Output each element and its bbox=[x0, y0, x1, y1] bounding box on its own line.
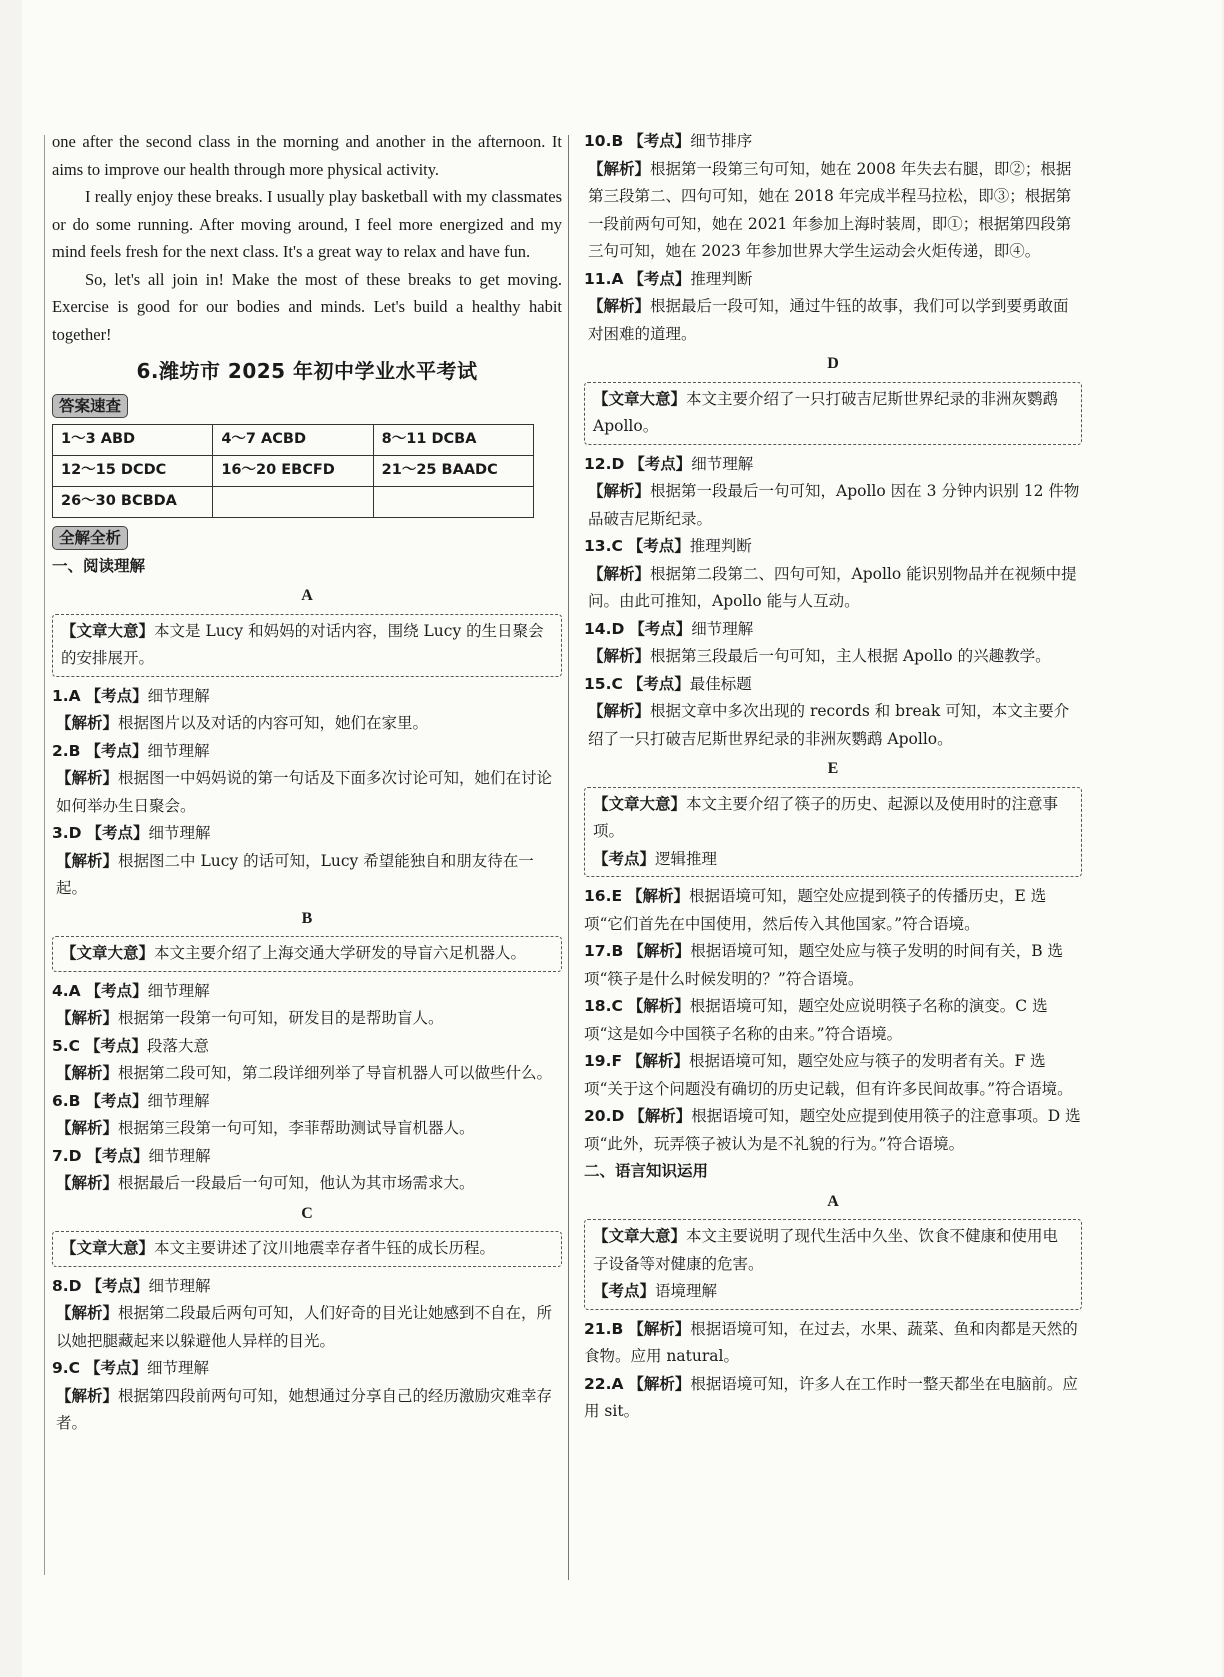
left-column bbox=[52, 128, 562, 1438]
summary-label: 【文章大意】 bbox=[61, 621, 155, 640]
point-label: 【考点】 bbox=[86, 824, 149, 842]
analysis-text: 根据第四段前两句可知，她想通过分享自己的经历激励灾难幸存者。 bbox=[56, 1386, 553, 1432]
question-number: 6.B bbox=[52, 1091, 81, 1110]
analysis-label: 【解析】 bbox=[628, 1319, 691, 1338]
analysis-line bbox=[52, 1005, 562, 1033]
left-margin-line bbox=[44, 135, 45, 1575]
analysis-line bbox=[584, 561, 1082, 616]
section-reading-heading: 一、阅读理解 bbox=[52, 556, 146, 575]
analysis-text: 根据第三段最后一句可知，主人根据 Apollo 的兴趣教学。 bbox=[650, 647, 1051, 665]
question-number: 9.C bbox=[52, 1359, 81, 1377]
passage-letter: D bbox=[827, 355, 839, 372]
summary-label: 【考点】 bbox=[593, 1282, 656, 1300]
question-line bbox=[52, 820, 562, 848]
analysis-text: 根据第二段可知，第二段详细列举了导盲机器人可以做些什么。 bbox=[118, 1064, 553, 1082]
summary-text: 语境理解 bbox=[655, 1282, 718, 1300]
table-cell: 26～30 BCBDA bbox=[53, 487, 213, 518]
analysis-text: 根据第二段第二、四句可知，Apollo 能识别物品并在视频中提问。由此可推知，Apollo 能与人互动。 bbox=[588, 564, 1077, 610]
question-number: 3.D bbox=[52, 824, 82, 842]
summary-text: 逻辑推理 bbox=[655, 849, 718, 868]
analysis-label: 【解析】 bbox=[588, 702, 651, 720]
point-label: 【考点】 bbox=[85, 741, 148, 760]
point-label: 【考点】 bbox=[627, 674, 690, 693]
question-number: 19.F bbox=[584, 1052, 623, 1070]
point-text: 细节理解 bbox=[691, 454, 754, 473]
table-cell: 16～20 EBCFD bbox=[213, 456, 373, 487]
summary-box bbox=[52, 1231, 562, 1267]
analysis-line bbox=[584, 478, 1082, 533]
analysis-label: 【解析】 bbox=[56, 769, 119, 787]
document-page bbox=[22, 0, 1222, 1677]
analysis-label: 【解析】 bbox=[588, 159, 651, 178]
right-column bbox=[584, 128, 1082, 1426]
question-number: 21.B bbox=[584, 1319, 624, 1338]
table-cell: 8～11 DCBA bbox=[373, 425, 533, 456]
passage-letter: C bbox=[301, 1204, 313, 1222]
analysis-text: 根据语境可知，在过去，水果、蔬菜、鱼和肉都是天然的食物。应用 natural。 bbox=[584, 1319, 1078, 1365]
table-row bbox=[53, 425, 534, 456]
analysis-text: 根据第一段最后一句可知，Apollo 因在 3 分钟内识别 12 件物品破吉尼斯纪录。 bbox=[588, 482, 1080, 528]
question-line bbox=[52, 1355, 562, 1383]
analysis-text: 根据语境可知，题空处应提到使用筷子的注意事项。D 选项“此外，玩弄筷子被认为是不礼貌的行为。”符合语境。 bbox=[584, 1107, 1081, 1153]
analysis-text: 根据语境可知，题空处应与筷子的发明者有关。F 选项“关于这个问题没有确切的历史记载，但有许多民间故事。”符合语境。 bbox=[584, 1052, 1073, 1098]
summary-line bbox=[593, 1278, 1073, 1306]
question-number: 13.C bbox=[584, 537, 623, 555]
question-number: 4.A bbox=[52, 981, 81, 1000]
question-line bbox=[584, 993, 1082, 1048]
summary-label: 【文章大意】 bbox=[593, 389, 687, 408]
analysis-label: 【解析】 bbox=[56, 851, 119, 870]
summary-line bbox=[593, 846, 1073, 874]
point-text: 细节理解 bbox=[147, 1091, 210, 1110]
passage-letter: B bbox=[301, 909, 313, 927]
passage-paragraph-3: So, let's all join in! Make the most of these breaks to get moving. Exercise is good for our bodies and minds. Let's build a healthy habit together! bbox=[52, 269, 562, 344]
analysis-text: 根据第一段第一句可知，研发目的是帮助盲人。 bbox=[118, 1009, 444, 1027]
analysis-text: 根据文章中多次出现的 records 和 break 可知，本文主要介绍了一只打破吉尼斯世界纪录的非洲灰鹦鹉 Apollo。 bbox=[588, 702, 1070, 748]
analysis-label: 【解析】 bbox=[626, 887, 689, 905]
point-label: 【考点】 bbox=[86, 1276, 149, 1295]
analysis-text: 根据第二段最后两句可知，人们好奇的目光让她感到不自在，所以她把腿藏起来以躲避他人异样的目光。 bbox=[56, 1304, 553, 1350]
question-number: 20.D bbox=[584, 1107, 625, 1125]
question-line bbox=[584, 1103, 1082, 1158]
exam-title: 6.潍坊市 2025 年初中学业水平考试 bbox=[136, 359, 478, 383]
analysis-text: 根据最后一段可知，通过牛钰的故事，我们可以学到要勇敢面对困难的道理。 bbox=[588, 297, 1069, 343]
point-text: 细节理解 bbox=[147, 741, 210, 760]
analysis-label: 【解析】 bbox=[56, 1386, 119, 1405]
analysis-line bbox=[584, 698, 1082, 753]
question-line bbox=[52, 1273, 562, 1301]
analysis-line bbox=[52, 848, 562, 903]
point-label: 【考点】 bbox=[629, 454, 692, 473]
summary-text: 本文主要说明了现代生活中久坐、饮食不健康和使用电子设备等对健康的危害。 bbox=[593, 1227, 1059, 1273]
point-text: 细节理解 bbox=[147, 1359, 210, 1377]
question-line bbox=[52, 1088, 562, 1116]
point-text: 细节理解 bbox=[147, 981, 210, 1000]
question-line bbox=[584, 1316, 1082, 1371]
question-line bbox=[584, 671, 1082, 699]
question-line bbox=[584, 266, 1082, 294]
analysis-label: 【解析】 bbox=[588, 297, 651, 315]
point-text: 推理判断 bbox=[689, 537, 752, 555]
question-line bbox=[52, 683, 562, 711]
question-line bbox=[584, 533, 1082, 561]
question-number: 18.C bbox=[584, 997, 623, 1015]
analysis-label: 【解析】 bbox=[56, 1304, 119, 1322]
passage-letter: A bbox=[827, 1192, 839, 1210]
question-line bbox=[52, 738, 562, 766]
point-label: 【考点】 bbox=[85, 1036, 148, 1055]
point-label: 【考点】 bbox=[85, 686, 148, 705]
answer-table bbox=[52, 424, 534, 518]
question-number: 10.B bbox=[584, 132, 624, 150]
analysis-line bbox=[52, 710, 562, 738]
question-number: 14.D bbox=[584, 619, 625, 638]
analysis-line bbox=[584, 293, 1082, 348]
point-text: 细节理解 bbox=[148, 1276, 211, 1295]
question-number: 5.C bbox=[52, 1036, 81, 1055]
left-answer-list bbox=[52, 582, 562, 1438]
question-line bbox=[584, 1048, 1082, 1103]
summary-text: 本文是 Lucy 和妈妈的对话内容，围绕 Lucy 的生日聚会的安排展开。 bbox=[61, 621, 544, 667]
table-row bbox=[53, 487, 534, 518]
question-line bbox=[584, 128, 1082, 156]
point-text: 推理判断 bbox=[690, 269, 753, 288]
summary-box bbox=[52, 614, 562, 677]
summary-box bbox=[584, 1219, 1082, 1310]
summary-box bbox=[584, 382, 1082, 445]
analysis-line bbox=[52, 1170, 562, 1198]
point-text: 细节理解 bbox=[147, 686, 210, 705]
analysis-text: 根据语境可知，题空处应与筷子发明的时间有关，B 选项“筷子是什么时候发明的？”符合语境。 bbox=[584, 942, 1064, 988]
table-cell: 21～25 BAADC bbox=[373, 456, 533, 487]
point-text: 细节理解 bbox=[148, 1146, 211, 1165]
analysis-label: 【解析】 bbox=[56, 1064, 119, 1082]
summary-label: 【文章大意】 bbox=[61, 944, 155, 962]
analysis-text: 根据最后一段最后一句可知，他认为其市场需求大。 bbox=[118, 1174, 475, 1192]
analysis-text: 根据图片以及对话的内容可知，她们在家里。 bbox=[118, 714, 429, 732]
analysis-text: 根据语境可知，许多人在工作时一整天都坐在电脑前。应用 sit。 bbox=[584, 1374, 1078, 1420]
point-text: 细节理解 bbox=[148, 824, 211, 842]
question-line bbox=[584, 1371, 1082, 1426]
summary-text: 本文主要介绍了上海交通大学研发的导盲六足机器人。 bbox=[154, 944, 527, 962]
question-line bbox=[584, 883, 1082, 938]
analysis-label: 【解析】 bbox=[629, 1107, 692, 1125]
question-number: 17.B bbox=[584, 942, 624, 960]
summary-line bbox=[593, 791, 1073, 846]
analysis-label: 【解析】 bbox=[56, 1009, 119, 1027]
table-cell: 1～3 ABD bbox=[53, 425, 213, 456]
point-label: 【考点】 bbox=[628, 269, 691, 288]
table-cell bbox=[373, 487, 533, 518]
point-label: 【考点】 bbox=[85, 1091, 148, 1110]
table-cell bbox=[213, 487, 373, 518]
point-label: 【考点】 bbox=[86, 1146, 149, 1165]
question-number: 1.A bbox=[52, 686, 81, 705]
analysis-label: 【解析】 bbox=[628, 942, 691, 960]
analysis-label: 【解析】 bbox=[627, 997, 690, 1015]
summary-line bbox=[61, 940, 553, 968]
question-number: 16.E bbox=[584, 887, 623, 905]
analysis-label: 【解析】 bbox=[588, 564, 651, 583]
question-number: 8.D bbox=[52, 1276, 82, 1295]
summary-label: 【考点】 bbox=[593, 849, 656, 868]
summary-text: 本文主要讲述了汶川地震幸存者牛钰的成长历程。 bbox=[154, 1239, 496, 1257]
analysis-line bbox=[584, 156, 1082, 266]
table-cell: 4～7 ACBD bbox=[213, 425, 373, 456]
analysis-line bbox=[52, 1115, 562, 1143]
question-line bbox=[52, 1033, 562, 1061]
question-line bbox=[52, 978, 562, 1006]
question-number: 11.A bbox=[584, 269, 624, 288]
point-label: 【考点】 bbox=[627, 537, 690, 555]
analysis-text: 根据语境可知，题空处应说明筷子名称的演变。C 选项“这是如今中国筷子名称的由来。”符合语境。 bbox=[584, 997, 1048, 1043]
analysis-line bbox=[52, 1060, 562, 1088]
analysis-line bbox=[52, 765, 562, 820]
question-number: 22.A bbox=[584, 1374, 624, 1393]
point-text: 最佳标题 bbox=[689, 674, 752, 693]
analysis-label: 【解析】 bbox=[56, 714, 119, 732]
passage-letter: A bbox=[301, 587, 313, 604]
analysis-line bbox=[584, 643, 1082, 671]
analysis-text: 根据图一中妈妈说的第一句话及下面多次讨论可知，她们在讨论如何举办生日聚会。 bbox=[56, 769, 553, 815]
summary-box bbox=[52, 936, 562, 972]
analysis-label: 【解析】 bbox=[626, 1052, 689, 1070]
summary-box bbox=[584, 787, 1082, 878]
column-divider bbox=[568, 135, 569, 1580]
analysis-text: 根据第三段第一句可知，李菲帮助测试导盲机器人。 bbox=[118, 1119, 475, 1137]
summary-line bbox=[61, 1235, 553, 1263]
question-line bbox=[584, 616, 1082, 644]
analysis-label: 【解析】 bbox=[588, 482, 651, 500]
point-label: 【考点】 bbox=[85, 981, 148, 1000]
summary-line bbox=[593, 386, 1073, 441]
question-number: 7.D bbox=[52, 1146, 82, 1165]
point-label: 【考点】 bbox=[629, 619, 692, 638]
question-number: 2.B bbox=[52, 741, 81, 760]
passage-letter: E bbox=[827, 760, 839, 777]
question-line bbox=[584, 451, 1082, 479]
summary-line bbox=[593, 1223, 1073, 1278]
point-text: 细节排序 bbox=[690, 132, 753, 150]
analysis-label: 【解析】 bbox=[588, 647, 651, 665]
analysis-text: 根据语境可知，题空处应提到筷子的传播历史，E 选项“它们首先在中国使用，然后传入其他国家。”符合语境。 bbox=[584, 887, 1047, 933]
section-language-heading: 二、语言知识运用 bbox=[584, 1162, 709, 1180]
right-answer-list bbox=[584, 128, 1082, 1426]
analysis-text: 根据图二中 Lucy 的话可知，Lucy 希望能独自和朋友待在一起。 bbox=[56, 851, 534, 897]
point-label: 【考点】 bbox=[628, 132, 691, 150]
answer-check-tag: 答案速查 bbox=[52, 394, 128, 418]
analysis-line bbox=[52, 1300, 562, 1355]
passage-paragraph-2: I really enjoy these breaks. I usually play basketball with my classmates or do some running. After moving around, I feel more energized and my mind feels fresh for the next class. It's a great way to relax and have fun. bbox=[52, 187, 562, 261]
analysis-text: 根据第一段第三句可知，她在 2008 年失去右腿，即②；根据第三段第二、四句可知，她在 2018 年完成半程马拉松，即③；根据第一段前两句可知，她在 2021 年参加上海时装周，即①；根据第四段第三句可知，她在 2023 年参加世界大学生运动会火炬传递，即④。 bbox=[588, 159, 1072, 260]
summary-label: 【文章大意】 bbox=[593, 794, 687, 813]
analysis-label: 【解析】 bbox=[628, 1374, 691, 1393]
question-line bbox=[52, 1143, 562, 1171]
passage-paragraph-1: one after the second class in the morning and another in the afternoon. It aims to improve our health through more physical activity. bbox=[52, 132, 562, 179]
question-number: 12.D bbox=[584, 454, 625, 473]
analysis-line bbox=[52, 1383, 562, 1438]
point-text: 段落大意 bbox=[147, 1036, 210, 1055]
table-cell: 12～15 DCDC bbox=[53, 456, 213, 487]
summary-label: 【文章大意】 bbox=[61, 1239, 155, 1257]
question-line bbox=[584, 938, 1082, 993]
point-text: 细节理解 bbox=[691, 619, 754, 638]
analysis-label: 【解析】 bbox=[56, 1174, 119, 1192]
table-row bbox=[53, 456, 534, 487]
full-analysis-tag: 全解全析 bbox=[52, 526, 128, 550]
analysis-label: 【解析】 bbox=[56, 1119, 119, 1137]
point-label: 【考点】 bbox=[85, 1359, 148, 1377]
question-number: 15.C bbox=[584, 674, 623, 693]
summary-label: 【文章大意】 bbox=[593, 1227, 687, 1245]
summary-text: 本文主要介绍了一只打破吉尼斯世界纪录的非洲灰鹦鹉 Apollo。 bbox=[593, 389, 1059, 435]
summary-text: 本文主要介绍了筷子的历史、起源以及使用时的注意事项。 bbox=[593, 794, 1059, 840]
summary-line bbox=[61, 618, 553, 673]
